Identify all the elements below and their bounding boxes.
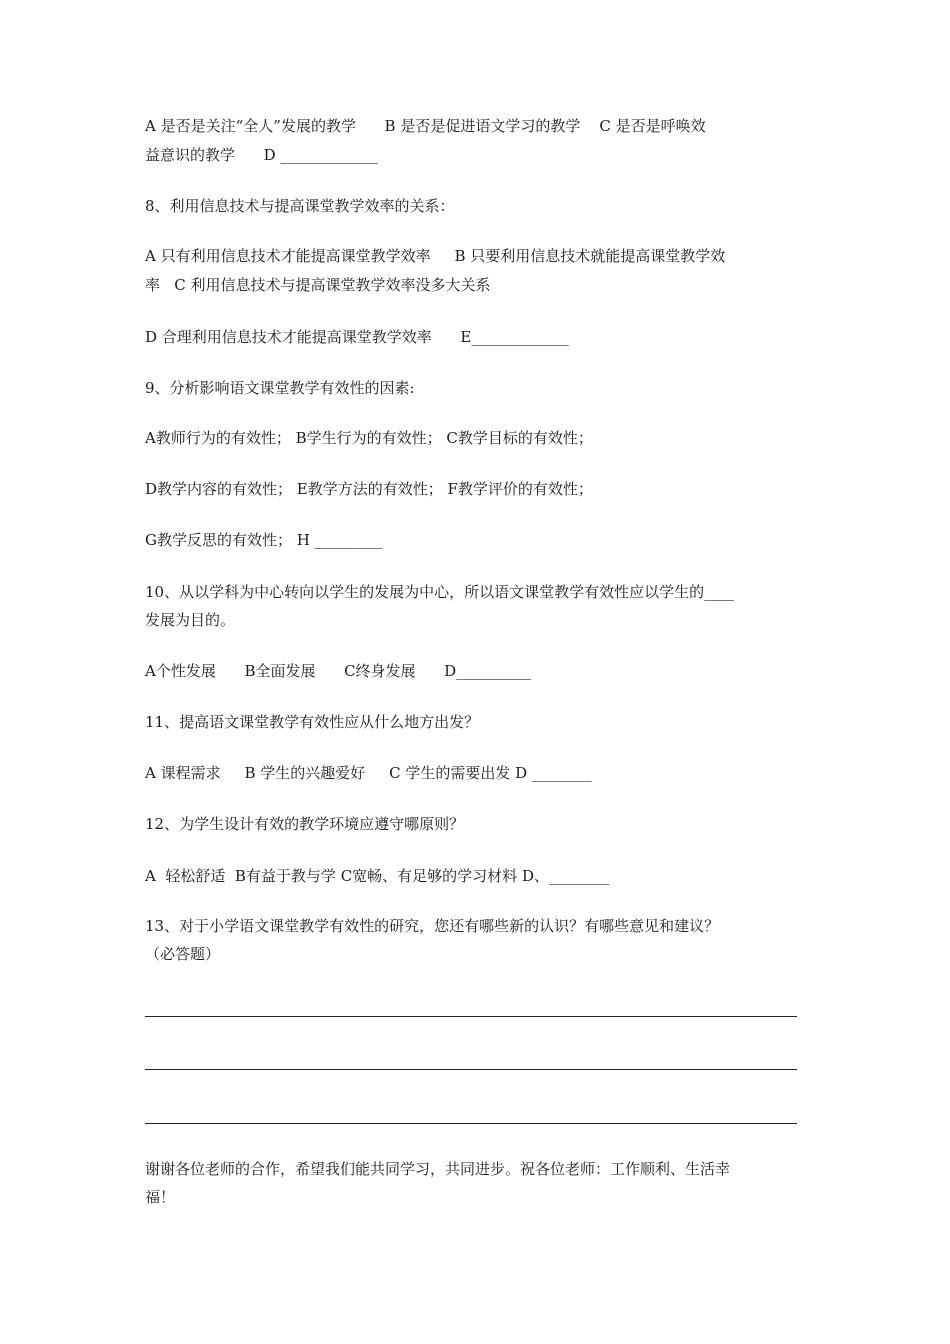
closing-line-1: 谢谢各位老师的合作，希望我们能共同学习，共同进步。祝各位老师：工作顺利、生活幸: [145, 1160, 731, 1178]
q11-question: 11、提高语文课堂教学有效性应从什么地方出发？: [145, 713, 480, 731]
q7-options-line-1: A 是否是关注“全人”发展的教学 B 是否是促进语文学习的教学 C 是否是呼唤效: [145, 117, 706, 135]
q10-question-line-1: 10、从以学科为中心转向以学生的发展为中心，所以语文课堂教学有效性应以学生的____: [145, 583, 735, 601]
q8-question: 8、利用信息技术与提高课堂教学效率的关系：: [145, 197, 455, 215]
q13-question-line-1: 13、对于小学语文课堂教学有效性的研究，您还有哪些新的认识？有哪些意见和建议？: [145, 917, 720, 935]
q8-options-line-2: 率 C 利用信息技术与提高课堂教学效率没多大关系: [145, 276, 491, 294]
q13-question-line-2: （必答题）: [145, 945, 221, 963]
q9-options-line-1: A教师行为的有效性； B学生行为的有效性； C教学目标的有效性；: [145, 429, 593, 447]
q12-question: 12、为学生设计有效的教学环境应遵守哪原则？: [145, 815, 465, 833]
q10-question-line-2: 发展为目的。: [145, 611, 236, 629]
q11-options: A 课程需求 B 学生的兴趣爱好 C 学生的需要出发 D ________: [145, 764, 592, 782]
q10-options: A个性发展 B全面发展 C终身发展 D__________: [145, 662, 532, 680]
q8-options-line-3: D 合理利用信息技术才能提高课堂教学效率 E_____________: [145, 328, 569, 346]
q9-options-line-2: D教学内容的有效性； E教学方法的有效性； F教学评价的有效性；: [145, 480, 593, 498]
answer-line-2[interactable]: [145, 1069, 797, 1070]
q9-question: 9、分析影响语文课堂教学有效性的因素:: [145, 379, 415, 397]
q12-options: A 轻松舒适 B有益于教与学 C宽畅、有足够的学习材料 D、________: [145, 867, 609, 885]
q9-options-line-3: G教学反思的有效性； H _________: [145, 531, 383, 549]
answer-line-1[interactable]: [145, 1016, 797, 1017]
q8-options-line-1: A 只有利用信息技术才能提高课堂教学效率 B 只要利用信息技术就能提高课堂教学效: [145, 247, 726, 265]
answer-line-3[interactable]: [145, 1123, 797, 1124]
q7-options-line-2: 益意识的教学 D _____________: [145, 146, 378, 164]
closing-line-2: 福！: [145, 1188, 176, 1206]
